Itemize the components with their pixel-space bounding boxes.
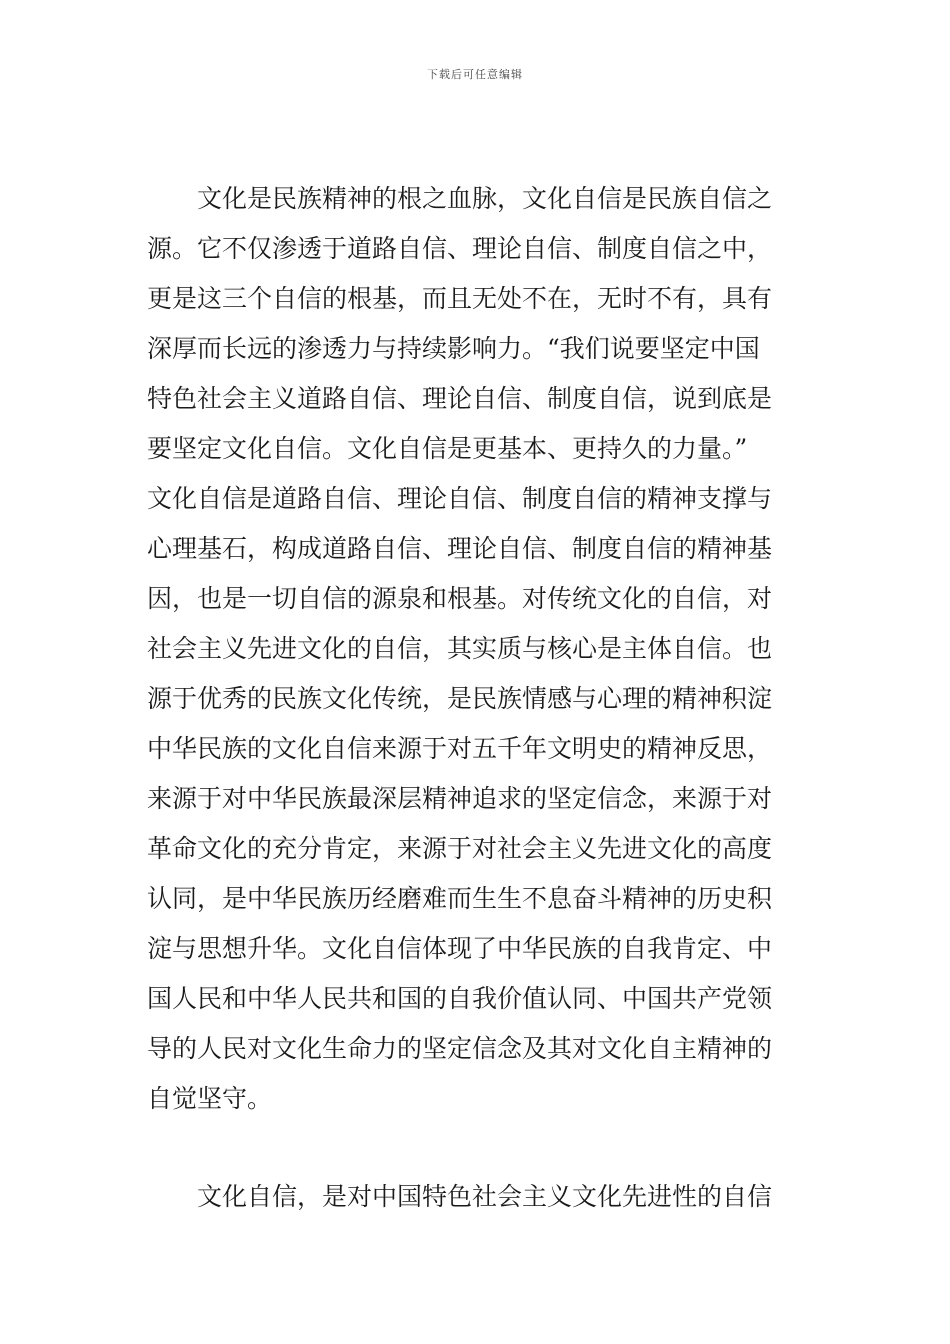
page-header-note: 下载后可任意编辑 <box>427 68 523 81</box>
text-line: 淀与思想升华。文化自信体现了中华民族的自我肯定、中 <box>147 934 773 963</box>
text-line: 国人民和中华人民共和国的自我价值认同、中国共产党领 <box>147 984 773 1013</box>
text-line: 导的人民对文化生命力的坚定信念及其对文化自主精神的 <box>147 1034 773 1063</box>
paragraph-2 <box>147 1172 807 1222</box>
text-line: 社会主义先进文化的自信，其实质与核心是主体自信。也 <box>147 634 773 663</box>
text-line: 特色社会主义道路自信、理论自信、制度自信，说到底是 <box>147 384 773 413</box>
text-line: 文化自信，是对中国特色社会主义文化先进性的自信 <box>197 1182 773 1211</box>
text-line: 自觉坚守。 <box>147 1084 273 1113</box>
text-line: 中华民族的文化自信来源于对五千年文明史的精神反思， <box>147 734 773 763</box>
text-line: 认同，是中华民族历经磨难而生生不息奋斗精神的历史积 <box>147 884 773 913</box>
text-line: 文化是民族精神的根之血脉，文化自信是民族自信之 <box>197 184 773 213</box>
text-line: 革命文化的充分肯定，来源于对社会主义先进文化的高度 <box>147 834 773 863</box>
text-line: 源于优秀的民族文化传统，是民族情感与心理的精神积淀 <box>147 684 773 713</box>
text-line: 因，也是一切自信的源泉和根基。对传统文化的自信，对 <box>147 584 773 613</box>
text-line: 心理基石，构成道路自信、理论自信、制度自信的精神基 <box>147 534 773 563</box>
text-line: 文化自信是道路自信、理论自信、制度自信的精神支撑与 <box>147 484 773 513</box>
text-line: 来源于对中华民族最深层精神追求的坚定信念，来源于对 <box>147 784 773 813</box>
text-line: 源。它不仅渗透于道路自信、理论自信、制度自信之中， <box>147 234 773 263</box>
text-line: 深厚而长远的渗透力与持续影响力。“我们说要坚定中国 <box>147 334 760 363</box>
text-line: 更是这三个自信的根基，而且无处不在，无时不有，具有 <box>147 284 773 313</box>
paragraph-1 <box>147 174 807 1124</box>
text-line: 要坚定文化自信。文化自信是更基本、更持久的力量。” <box>147 434 748 463</box>
